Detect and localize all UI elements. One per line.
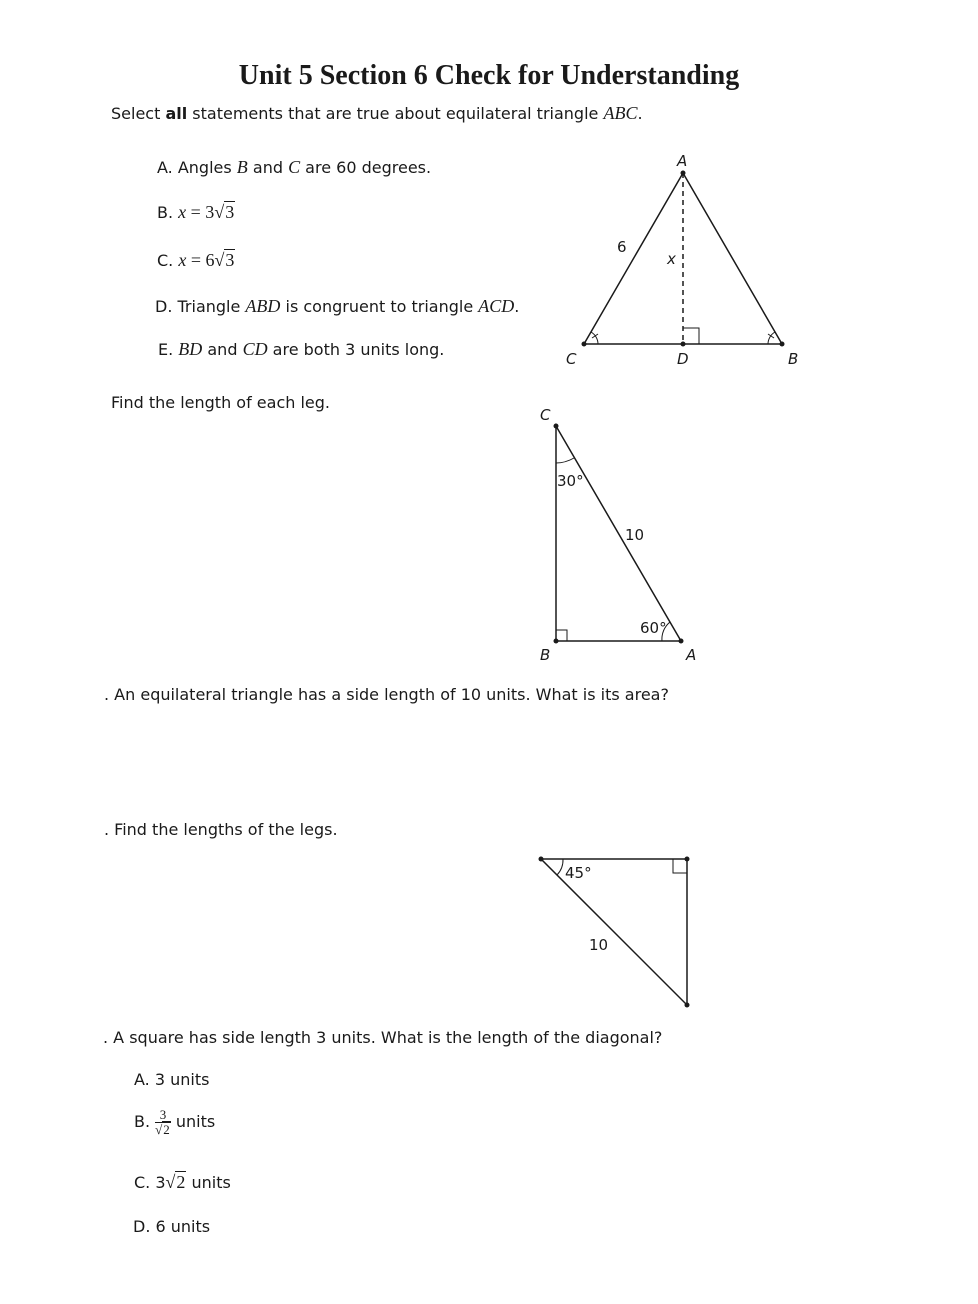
point-b <box>554 639 559 644</box>
height-label-x: x <box>667 250 676 268</box>
q5-option-d[interactable]: D. 6 units <box>133 1217 211 1236</box>
label-d: D <box>677 350 689 368</box>
q1-d-t2: ACD <box>478 296 515 316</box>
q5-c-radicand: 2 <box>176 1172 186 1192</box>
triangle-cba <box>556 426 681 641</box>
q5-option-b[interactable] <box>134 1108 215 1137</box>
q1-d-t1: ABD <box>245 296 281 316</box>
q5-b-numerator: 3 <box>155 1108 171 1123</box>
q5-option-c[interactable] <box>134 1172 231 1193</box>
q1-prompt-triangle: ABC <box>603 103 638 123</box>
right-angle-mark <box>683 328 699 344</box>
q1-a-lead: A. Angles <box>157 158 237 177</box>
q1-d-tail: . <box>514 297 520 316</box>
q5-b-tail: units <box>170 1112 216 1131</box>
hypotenuse-label: 10 <box>625 526 645 544</box>
q1-d-lead: D. Triangle <box>155 297 246 316</box>
angle-45-arc <box>557 859 563 875</box>
q1-b-var: x <box>178 202 187 222</box>
point-c <box>582 342 587 347</box>
point-a <box>679 639 684 644</box>
q1-a-v1: B <box>236 157 248 177</box>
label-c: C <box>566 350 577 368</box>
q1-d-mid: is congruent to triangle <box>280 297 479 316</box>
sqrt-symbol: √ <box>214 250 225 270</box>
triangle-30-60-90-figure <box>540 406 696 664</box>
q1-prompt-pre: Select <box>111 104 166 123</box>
q1-c-radicand: 3 <box>225 250 235 270</box>
q1-b-radicand: 3 <box>225 202 235 222</box>
label-a: A <box>677 152 688 170</box>
q1-a-mid: and <box>247 158 289 177</box>
label-b: B <box>540 646 551 664</box>
q5-option-a[interactable]: A. 3 units <box>134 1070 210 1089</box>
triangle-45 <box>541 859 687 1005</box>
right-angle-mark <box>673 859 687 873</box>
q5-b-fraction <box>155 1108 171 1137</box>
q1-e-tail: are both 3 units long. <box>267 340 445 359</box>
side-label-6: 6 <box>617 238 627 256</box>
hypotenuse-label: 10 <box>589 936 609 954</box>
vertex-bottom <box>685 1003 690 1008</box>
q1-e-s2: CD <box>242 339 268 359</box>
q1-prompt-mid: statements that are true about equilateral triangle <box>187 104 604 123</box>
q5-b-den-radicand: 2 <box>163 1122 170 1137</box>
sqrt-symbol: √ <box>214 202 225 222</box>
point-d <box>681 342 686 347</box>
q5-c-tail: units <box>186 1173 231 1192</box>
angle-30-arc <box>556 458 574 463</box>
q1-prompt-bold: all <box>165 104 188 123</box>
q1-b-eq: = 3 <box>186 202 215 222</box>
q1-a-v2: C <box>288 157 301 177</box>
point-a <box>681 171 686 176</box>
q5-prompt: . A square has side length 3 units. What is the length of the diagonal? <box>103 1028 663 1047</box>
sqrt-symbol: √ <box>155 1122 163 1137</box>
angle-30-label: 30° <box>557 472 584 490</box>
q1-c-var: x <box>178 250 187 270</box>
q1-c-eq: = 6 <box>186 250 215 270</box>
q1-a-tail: are 60 degrees. <box>300 158 432 177</box>
q2-prompt: Find the length of each leg. <box>111 393 331 412</box>
page-title: Unit 5 Section 6 Check for Understanding <box>238 60 740 91</box>
label-b: B <box>788 350 799 368</box>
q5-b-denominator <box>155 1123 171 1137</box>
point-b <box>780 342 785 347</box>
label-a: A <box>686 646 697 664</box>
vertex-right-angle <box>685 857 690 862</box>
q5-b-lead: B. <box>134 1112 156 1131</box>
sqrt-symbol: √ <box>165 1172 176 1192</box>
equilateral-triangle-figure <box>566 152 798 368</box>
point-c <box>554 424 559 429</box>
q1-b-lead: B. <box>157 203 179 222</box>
q5-c-lead: C. 3 <box>134 1173 166 1192</box>
q3-prompt: . An equilateral triangle has a side length of 10 units. What is its area? <box>104 685 669 704</box>
angle-60-label: 60° <box>640 619 667 637</box>
triangle-45-45-90-figure <box>539 857 690 1008</box>
vertex-left <box>539 857 544 862</box>
angle-45-label: 45° <box>565 864 592 882</box>
q1-e-lead: E. <box>158 340 179 359</box>
q1-prompt-end: . <box>637 104 643 123</box>
q4-prompt: . Find the lengths of the legs. <box>104 820 338 839</box>
q1-c-lead: C. <box>157 251 179 270</box>
label-c: C <box>540 406 551 424</box>
q1-e-s1: BD <box>178 339 203 359</box>
q1-e-mid: and <box>202 340 243 359</box>
